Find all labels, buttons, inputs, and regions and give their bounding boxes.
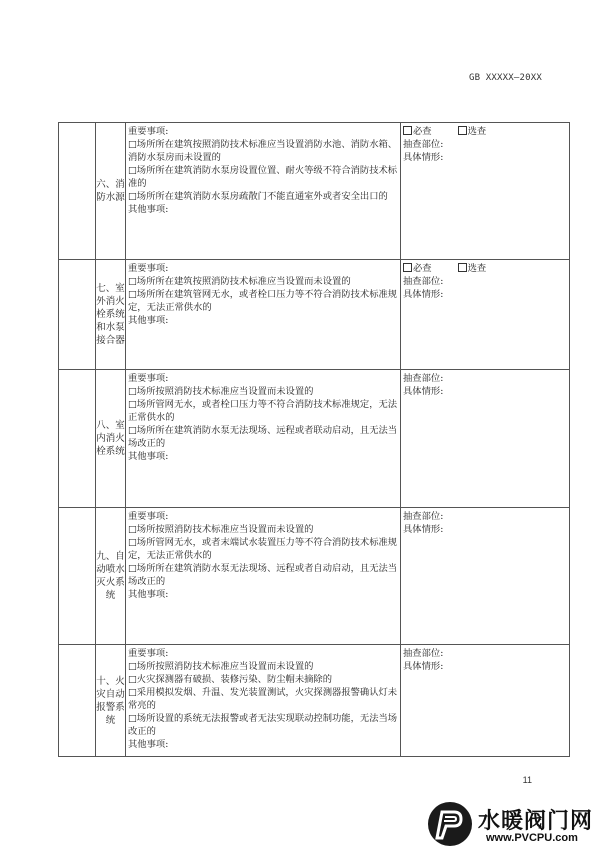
item-line[interactable]: □场所设置的系统无法报警或者无法实现联动控制功能，无法当场改正的 [128, 713, 398, 737]
item-line: 重要事项: [128, 126, 169, 137]
page-number: 11 [522, 775, 532, 785]
detail-label: 具体情形: [403, 661, 444, 672]
optional-option[interactable]: 选查 [458, 262, 487, 275]
section-index-cell [59, 370, 96, 508]
item-line[interactable]: □场所所在建筑按照消防技术标准应当设置而未设置的 [128, 276, 351, 287]
section-index-cell [59, 260, 96, 370]
detail-label: 具体情形: [403, 289, 444, 300]
item-line[interactable]: □场所按照消防技术标准应当设置而未设置的 [128, 661, 314, 672]
section-row-outdoor-hydrant [59, 260, 570, 370]
section-row-water-source [59, 123, 570, 260]
section-index-cell [59, 645, 96, 757]
check-side [401, 508, 570, 645]
item-line[interactable]: □场所管网无水，或者末端试水装置压力等不符合消防技术标准规定，无法正常供水的 [128, 537, 398, 561]
check-options [403, 125, 567, 138]
item-line[interactable]: □场所管网无水，或者栓口压力等不符合消防技术标准规定，无法正常供水的 [128, 399, 398, 423]
item-line[interactable]: □场所所在建筑消防水泵无法现场、远程或者联动启动，且无法当场改正的 [128, 425, 398, 449]
required-option[interactable]: 必查 [403, 262, 432, 275]
watermark-logo-icon [428, 802, 472, 846]
location-label: 抽查部位: [403, 648, 444, 659]
checkbox-icon[interactable] [458, 263, 467, 272]
item-line: 其他事项: [128, 739, 169, 750]
check-side [401, 123, 570, 260]
item-line[interactable]: □场所所在建筑消防水泵房设置位置、耐火等级不符合消防技术标准的 [128, 165, 398, 189]
check-side [401, 260, 570, 370]
check-side [401, 645, 570, 757]
item-line[interactable]: □场所按照消防技术标准应当设置而未设置的 [128, 386, 314, 397]
checkbox-icon[interactable] [458, 126, 467, 135]
checkbox-icon[interactable] [403, 126, 412, 135]
section-title: 十、火灾自动报警系统 [96, 645, 126, 757]
section-items [126, 260, 401, 370]
location-label: 抽查部位: [403, 139, 444, 150]
section-title: 七、室外消火栓系统和水泵接合器 [96, 260, 126, 370]
watermark-name: 水暖阀门网 [478, 809, 594, 834]
item-line: 其他事项: [128, 204, 169, 215]
item-line: 重要事项: [128, 373, 169, 384]
item-line[interactable]: □场所所在建筑按照消防技术标准应当设置消防水池、消防水箱、消防水泵房而未设置的 [128, 139, 398, 163]
item-line[interactable]: □场所所在建筑管网无水，或者栓口压力等不符合消防技术标准规定，无法正常供水的 [128, 289, 398, 313]
item-line[interactable]: □场所按照消防技术标准应当设置而未设置的 [128, 524, 314, 535]
standard-code: GB XXXXX—20XX [468, 73, 542, 83]
section-title: 九、自动喷水灭火系统 [96, 508, 126, 645]
section-items [126, 645, 401, 757]
inspection-table [58, 122, 570, 757]
section-row-sprinkler [59, 508, 570, 645]
check-options [403, 262, 567, 275]
watermark [428, 802, 600, 849]
checkbox-icon[interactable] [403, 263, 412, 272]
section-items [126, 508, 401, 645]
section-index-cell [59, 508, 96, 645]
detail-label: 具体情形: [403, 524, 444, 535]
section-items [126, 370, 401, 508]
section-row-fire-alarm [59, 645, 570, 757]
location-label: 抽查部位: [403, 276, 444, 287]
optional-option[interactable]: 选查 [458, 125, 487, 138]
item-line: 重要事项: [128, 511, 169, 522]
required-option[interactable]: 必查 [403, 125, 432, 138]
item-line: 重要事项: [128, 648, 169, 659]
section-title: 八、室内消火栓系统 [96, 370, 126, 508]
section-items [126, 123, 401, 260]
item-line[interactable]: □采用模拟发烟、升温、发光装置测试，火灾探测器报警确认灯未常亮的 [128, 687, 398, 711]
section-row-indoor-hydrant [59, 370, 570, 508]
section-index-cell [59, 123, 96, 260]
item-line: 其他事项: [128, 451, 169, 462]
item-line: 其他事项: [128, 589, 169, 600]
section-title: 六、消防水源 [96, 123, 126, 260]
item-line[interactable]: □场所所在建筑消防水泵无法现场、远程或者自动启动，且无法当场改正的 [128, 563, 398, 587]
item-line[interactable]: □火灾探测器有破损、装修污染、防尘帽未摘除的 [128, 674, 333, 685]
item-line: 其他事项: [128, 315, 169, 326]
item-line[interactable]: □场所所在建筑消防水泵房疏散门不能直通室外或者安全出口的 [128, 191, 388, 202]
item-line: 重要事项: [128, 263, 169, 274]
location-label: 抽查部位: [403, 511, 444, 522]
location-label: 抽查部位: [403, 373, 444, 384]
watermark-url: www.PVCPU.com [486, 832, 578, 844]
detail-label: 具体情形: [403, 386, 444, 397]
detail-label: 具体情形: [403, 152, 444, 163]
check-side [401, 370, 570, 508]
